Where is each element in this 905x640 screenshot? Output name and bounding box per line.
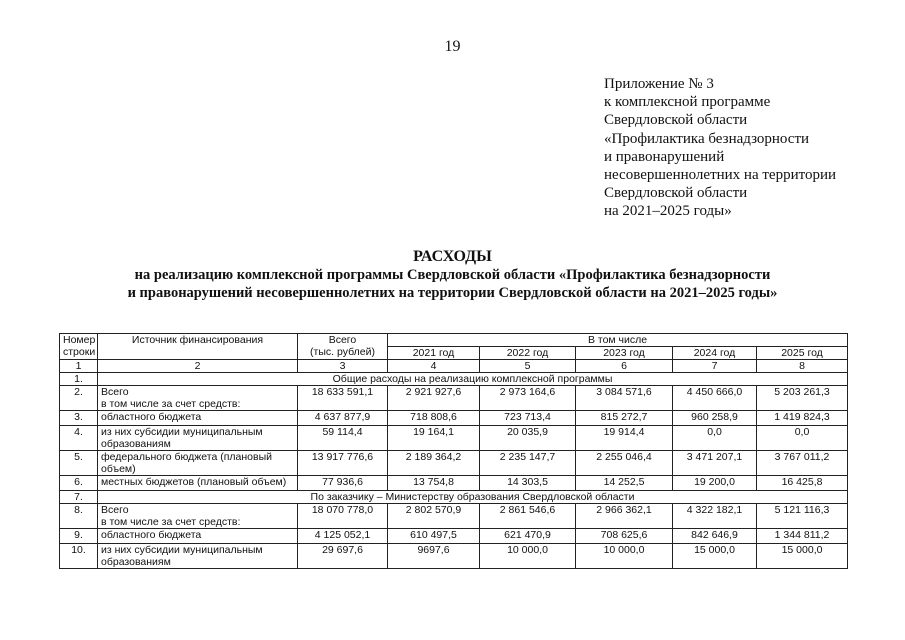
appendix-line: Свердловской области — [604, 112, 748, 129]
section-title: По заказчику – Министерству образования Свердловской области — [98, 491, 848, 504]
year-value: 5 203 261,3 — [757, 386, 848, 411]
column-number: 7 — [673, 360, 757, 373]
appendix-line: «Профилактика безнадзорности — [604, 130, 810, 147]
year-value: 2 966 362,1 — [576, 504, 673, 529]
total-value: 4 637 877,9 — [298, 411, 388, 426]
year-value: 14 252,5 — [576, 476, 673, 491]
row-number: 2. — [60, 386, 98, 411]
funding-source — [98, 386, 298, 411]
funding-source-line: Всего — [101, 504, 129, 516]
total-value: 59 114,4 — [298, 426, 388, 451]
funding-source-line: из них субсидии муниципальным — [101, 426, 263, 438]
year-value: 9697,6 — [388, 544, 480, 569]
year-value: 718 808,6 — [388, 411, 480, 426]
header-total: Всего (тыс. рублей) — [298, 334, 388, 360]
year-value: 815 272,7 — [576, 411, 673, 426]
column-numbers-row — [60, 360, 848, 373]
total-value: 18 633 591,1 — [298, 386, 388, 411]
year-value: 708 625,6 — [576, 529, 673, 544]
year-value: 3 767 011,2 — [757, 451, 848, 476]
appendix-line: к комплексной программе — [604, 94, 771, 111]
row-number: 9. — [60, 529, 98, 544]
year-value: 2 861 546,6 — [480, 504, 576, 529]
funding-source — [98, 544, 298, 569]
year-value: 2 921 927,6 — [388, 386, 480, 411]
funding-source — [98, 411, 298, 426]
year-value: 13 754,8 — [388, 476, 480, 491]
year-value: 2 802 570,9 — [388, 504, 480, 529]
table-row — [60, 411, 848, 426]
funding-source-line: федерального бюджета (плановый — [101, 451, 273, 463]
appendix-line: Приложение № 3 — [604, 76, 714, 92]
year-value: 610 497,5 — [388, 529, 480, 544]
appendix-line: и правонарушений — [604, 148, 725, 165]
year-value: 0,0 — [757, 426, 848, 451]
row-number: 10. — [60, 544, 98, 569]
column-number: 6 — [576, 360, 673, 373]
funding-source-line: областного бюджета — [101, 411, 202, 423]
funding-source-line: из них субсидии муниципальным — [101, 544, 263, 556]
year-value: 10 000,0 — [480, 544, 576, 569]
year-value: 2 189 364,2 — [388, 451, 480, 476]
expenses-table — [59, 333, 848, 569]
table-row — [60, 504, 848, 529]
subtitle-line: на реализацию комплексной программы Свердловской области «Профилактика безнадзорности — [134, 267, 771, 283]
table-row — [60, 386, 848, 411]
column-number: 5 — [480, 360, 576, 373]
column-number: 1 — [60, 360, 98, 373]
column-number: 2 — [98, 360, 298, 373]
funding-source-line: областного бюджета — [101, 529, 202, 541]
funding-source-line: в том числе за счет средств: — [101, 398, 241, 410]
year-value: 3 471 207,1 — [673, 451, 757, 476]
row-number: 7. — [60, 491, 98, 504]
row-number: 1. — [60, 373, 98, 386]
funding-source — [98, 504, 298, 529]
total-value: 18 070 778,0 — [298, 504, 388, 529]
funding-source-line: образованиям — [101, 438, 171, 450]
year-value: 2 255 046,4 — [576, 451, 673, 476]
row-number: 3. — [60, 411, 98, 426]
year-value: 1 344 811,2 — [757, 529, 848, 544]
row-number: 4. — [60, 426, 98, 451]
header-row-no: Номер строки — [60, 334, 98, 360]
year-value: 19 200,0 — [673, 476, 757, 491]
year-value: 15 000,0 — [673, 544, 757, 569]
document-subtitle — [0, 266, 905, 302]
year-value: 723 713,4 — [480, 411, 576, 426]
year-value: 14 303,5 — [480, 476, 576, 491]
appendix-line: Свердловской области — [604, 185, 748, 202]
row-number: 5. — [60, 451, 98, 476]
funding-source-line: местных бюджетов (плановый объем) — [101, 476, 287, 488]
year-value: 20 035,9 — [480, 426, 576, 451]
funding-source-line: объем) — [101, 463, 136, 475]
header-year: 2025 год — [757, 347, 848, 360]
year-value: 1 419 824,3 — [757, 411, 848, 426]
funding-source — [98, 451, 298, 476]
year-value: 960 258,9 — [673, 411, 757, 426]
row-number: 8. — [60, 504, 98, 529]
header-year: 2022 год — [480, 347, 576, 360]
funding-source-line: в том числе за счет средств: — [101, 516, 241, 528]
appendix-line: несовершеннолетних на территории — [604, 167, 837, 184]
table-row — [60, 544, 848, 569]
year-value: 4 450 666,0 — [673, 386, 757, 411]
column-number: 4 — [388, 360, 480, 373]
year-value: 2 235 147,7 — [480, 451, 576, 476]
year-value: 4 322 182,1 — [673, 504, 757, 529]
appendix-note — [604, 75, 836, 221]
funding-source-line: Всего — [101, 386, 129, 398]
page-number: 19 — [444, 38, 461, 55]
year-value: 19 164,1 — [388, 426, 480, 451]
appendix-line: на 2021–2025 годы» — [604, 203, 732, 220]
funding-source — [98, 529, 298, 544]
total-value: 4 125 052,1 — [298, 529, 388, 544]
total-value: 13 917 776,6 — [298, 451, 388, 476]
section-title: Общие расходы на реализацию комплексной программы — [98, 373, 848, 386]
header-year: 2021 год — [388, 347, 480, 360]
year-value: 621 470,9 — [480, 529, 576, 544]
column-number: 8 — [757, 360, 848, 373]
funding-source — [98, 426, 298, 451]
year-value: 0,0 — [673, 426, 757, 451]
table-row — [60, 426, 848, 451]
header-year: 2023 год — [576, 347, 673, 360]
year-value: 16 425,8 — [757, 476, 848, 491]
header-row — [60, 334, 848, 347]
year-value: 10 000,0 — [576, 544, 673, 569]
section-row — [60, 373, 848, 386]
total-value: 29 697,6 — [298, 544, 388, 569]
year-value: 2 973 164,6 — [480, 386, 576, 411]
section-row — [60, 491, 848, 504]
row-number: 6. — [60, 476, 98, 491]
table-row — [60, 451, 848, 476]
total-value: 77 936,6 — [298, 476, 388, 491]
funding-source-line: образованиям — [101, 556, 171, 568]
header-including: В том числе — [388, 334, 848, 347]
year-value: 5 121 116,3 — [757, 504, 848, 529]
year-value: 19 914,4 — [576, 426, 673, 451]
header-source: Источник финансирования — [98, 334, 298, 360]
year-value: 3 084 571,6 — [576, 386, 673, 411]
table-body — [60, 373, 848, 569]
year-value: 15 000,0 — [757, 544, 848, 569]
table-row — [60, 529, 848, 544]
document-title: РАСХОДЫ — [413, 248, 492, 265]
year-value: 842 646,9 — [673, 529, 757, 544]
funding-source — [98, 476, 298, 491]
table-row — [60, 476, 848, 491]
subtitle-line: и правонарушений несовершеннолетних на территории Свердловской области на 2021–2025 годы» — [127, 285, 778, 301]
column-number: 3 — [298, 360, 388, 373]
header-year: 2024 год — [673, 347, 757, 360]
